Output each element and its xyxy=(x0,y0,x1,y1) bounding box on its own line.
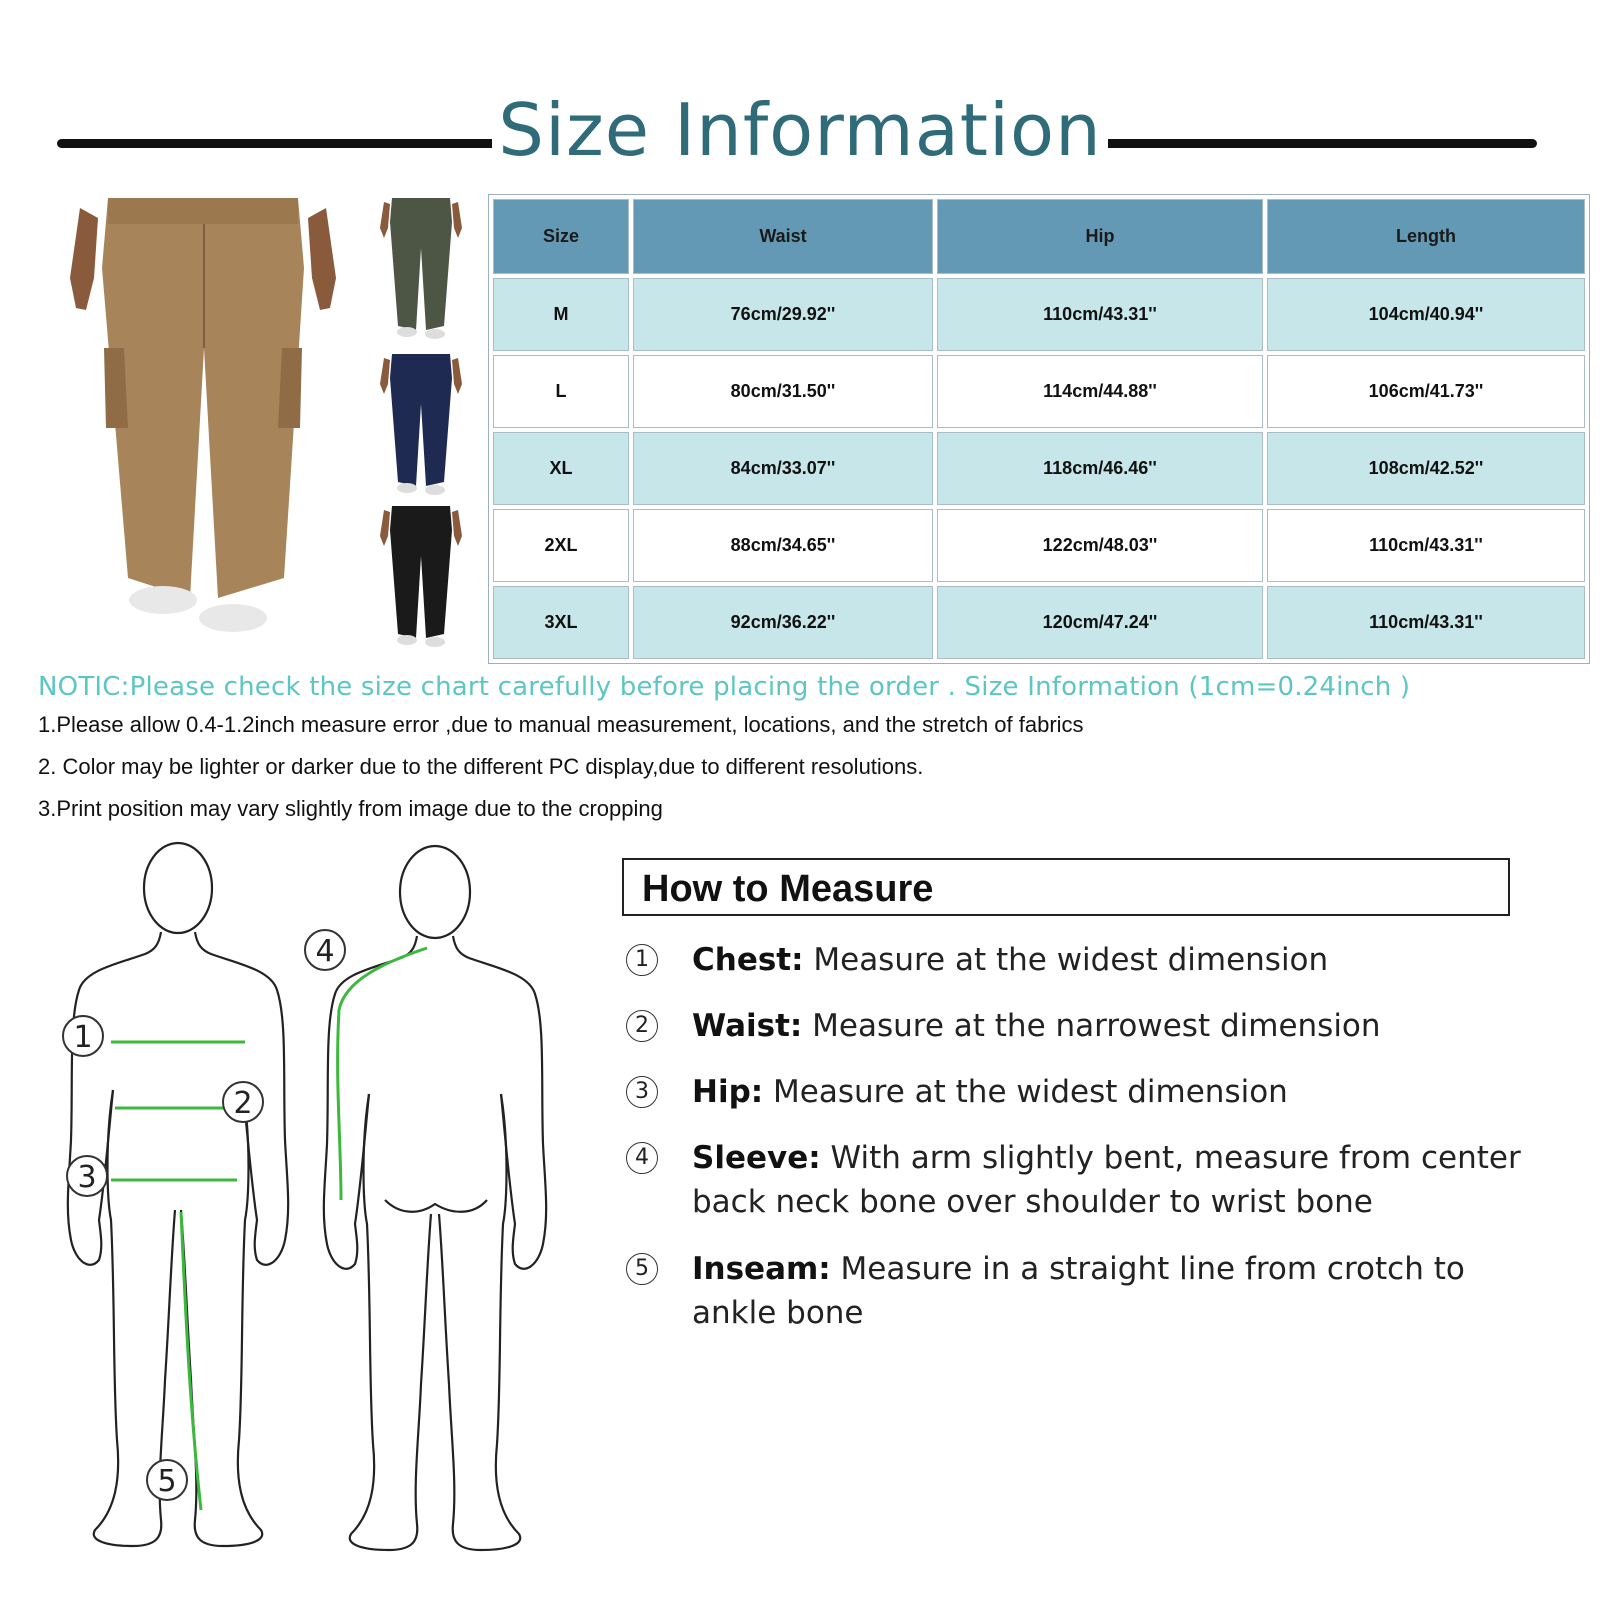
how-to-measure-title: How to Measure xyxy=(642,868,934,910)
inseam-line xyxy=(181,1212,201,1510)
step-hip-text: Measure at the widest dimension xyxy=(763,1074,1288,1110)
table-row xyxy=(493,278,1585,351)
marker-2: 2 xyxy=(233,1086,253,1121)
table-row xyxy=(493,355,1585,428)
header-hip: Hip xyxy=(937,199,1263,274)
cell-hip: 114cm/44.88'' xyxy=(937,355,1263,428)
cell-length: 110cm/43.31'' xyxy=(1267,509,1585,582)
size-table-header-row xyxy=(493,199,1585,274)
marker-5: 5 xyxy=(157,1464,177,1499)
header-length: Length xyxy=(1267,199,1585,274)
cell-length: 110cm/43.31'' xyxy=(1267,586,1585,659)
cell-size: M xyxy=(493,278,629,351)
cell-hip: 118cm/46.46'' xyxy=(937,432,1263,505)
step-inseam xyxy=(692,1247,1492,1335)
table-row xyxy=(493,586,1585,659)
product-photo-green xyxy=(378,198,464,340)
step-hip-label: Hip: xyxy=(692,1074,764,1110)
step-5-number: 5 xyxy=(626,1253,658,1285)
marker-3: 3 xyxy=(77,1160,97,1195)
step-inseam-text: Measure in a straight line from crotch to ankle bone xyxy=(692,1251,1465,1331)
cell-size: L xyxy=(493,355,629,428)
marker-1: 1 xyxy=(73,1020,93,1055)
step-chest-label: Chest: xyxy=(692,942,804,978)
note-1: 1.Please allow 0.4-1.2inch measure error ,due to manual measurement, locations, and the stretch of fabrics xyxy=(38,712,1084,737)
cell-waist: 84cm/33.07'' xyxy=(633,432,933,505)
step-2-number: 2 xyxy=(626,1010,658,1042)
cell-size: 2XL xyxy=(493,509,629,582)
cell-size: 3XL xyxy=(493,586,629,659)
note-3: 3.Print position may vary slightly from image due to the cropping xyxy=(38,796,663,821)
cell-waist: 80cm/31.50'' xyxy=(633,355,933,428)
step-3-number: 3 xyxy=(626,1076,658,1108)
sleeve-line xyxy=(338,948,427,1200)
cell-waist: 76cm/29.92'' xyxy=(633,278,933,351)
measurement-figures xyxy=(55,840,575,1580)
cell-hip: 122cm/48.03'' xyxy=(937,509,1263,582)
step-waist-text: Measure at the narrowest dimension xyxy=(802,1008,1381,1044)
page-title-text: Size Information xyxy=(492,88,1107,172)
front-body-outline xyxy=(68,843,288,1546)
step-chest xyxy=(692,938,1552,982)
size-notice: NOTIC:Please check the size chart carefully before placing the order . Size Information (1cm=0.24inch ) xyxy=(38,672,1411,702)
size-table xyxy=(488,194,1590,664)
step-sleeve xyxy=(692,1136,1522,1224)
how-to-measure-box xyxy=(622,858,1510,916)
cell-length: 108cm/42.52'' xyxy=(1267,432,1585,505)
step-waist-label: Waist: xyxy=(692,1008,803,1044)
cell-waist: 92cm/36.22'' xyxy=(633,586,933,659)
product-photo-khaki xyxy=(68,198,338,648)
step-hip xyxy=(692,1070,1552,1114)
product-photo-black xyxy=(378,506,464,648)
cell-waist: 88cm/34.65'' xyxy=(633,509,933,582)
cell-hip: 120cm/47.24'' xyxy=(937,586,1263,659)
cell-size: XL xyxy=(493,432,629,505)
table-row xyxy=(493,509,1585,582)
marker-4: 4 xyxy=(315,934,335,969)
step-sleeve-label: Sleeve: xyxy=(692,1140,821,1176)
cell-length: 104cm/40.94'' xyxy=(1267,278,1585,351)
header-waist: Waist xyxy=(633,199,933,274)
page-title xyxy=(0,88,1600,172)
header-size: Size xyxy=(493,199,629,274)
back-body-outline xyxy=(324,846,546,1550)
step-waist xyxy=(692,1004,1552,1048)
measurement-lines xyxy=(111,948,427,1510)
step-chest-text: Measure at the widest dimension xyxy=(803,942,1329,978)
cell-length: 106cm/41.73'' xyxy=(1267,355,1585,428)
step-sleeve-text: With arm slightly bent, measure from center back neck bone over shoulder to wrist bone xyxy=(692,1140,1521,1220)
note-2: 2. Color may be lighter or darker due to the different PC display,due to different resolutions. xyxy=(38,754,924,779)
product-photo-navy xyxy=(378,354,464,496)
step-4-number: 4 xyxy=(626,1142,658,1174)
step-1-number: 1 xyxy=(626,944,658,976)
step-inseam-label: Inseam: xyxy=(692,1251,831,1287)
table-row xyxy=(493,432,1585,505)
cell-hip: 110cm/43.31'' xyxy=(937,278,1263,351)
